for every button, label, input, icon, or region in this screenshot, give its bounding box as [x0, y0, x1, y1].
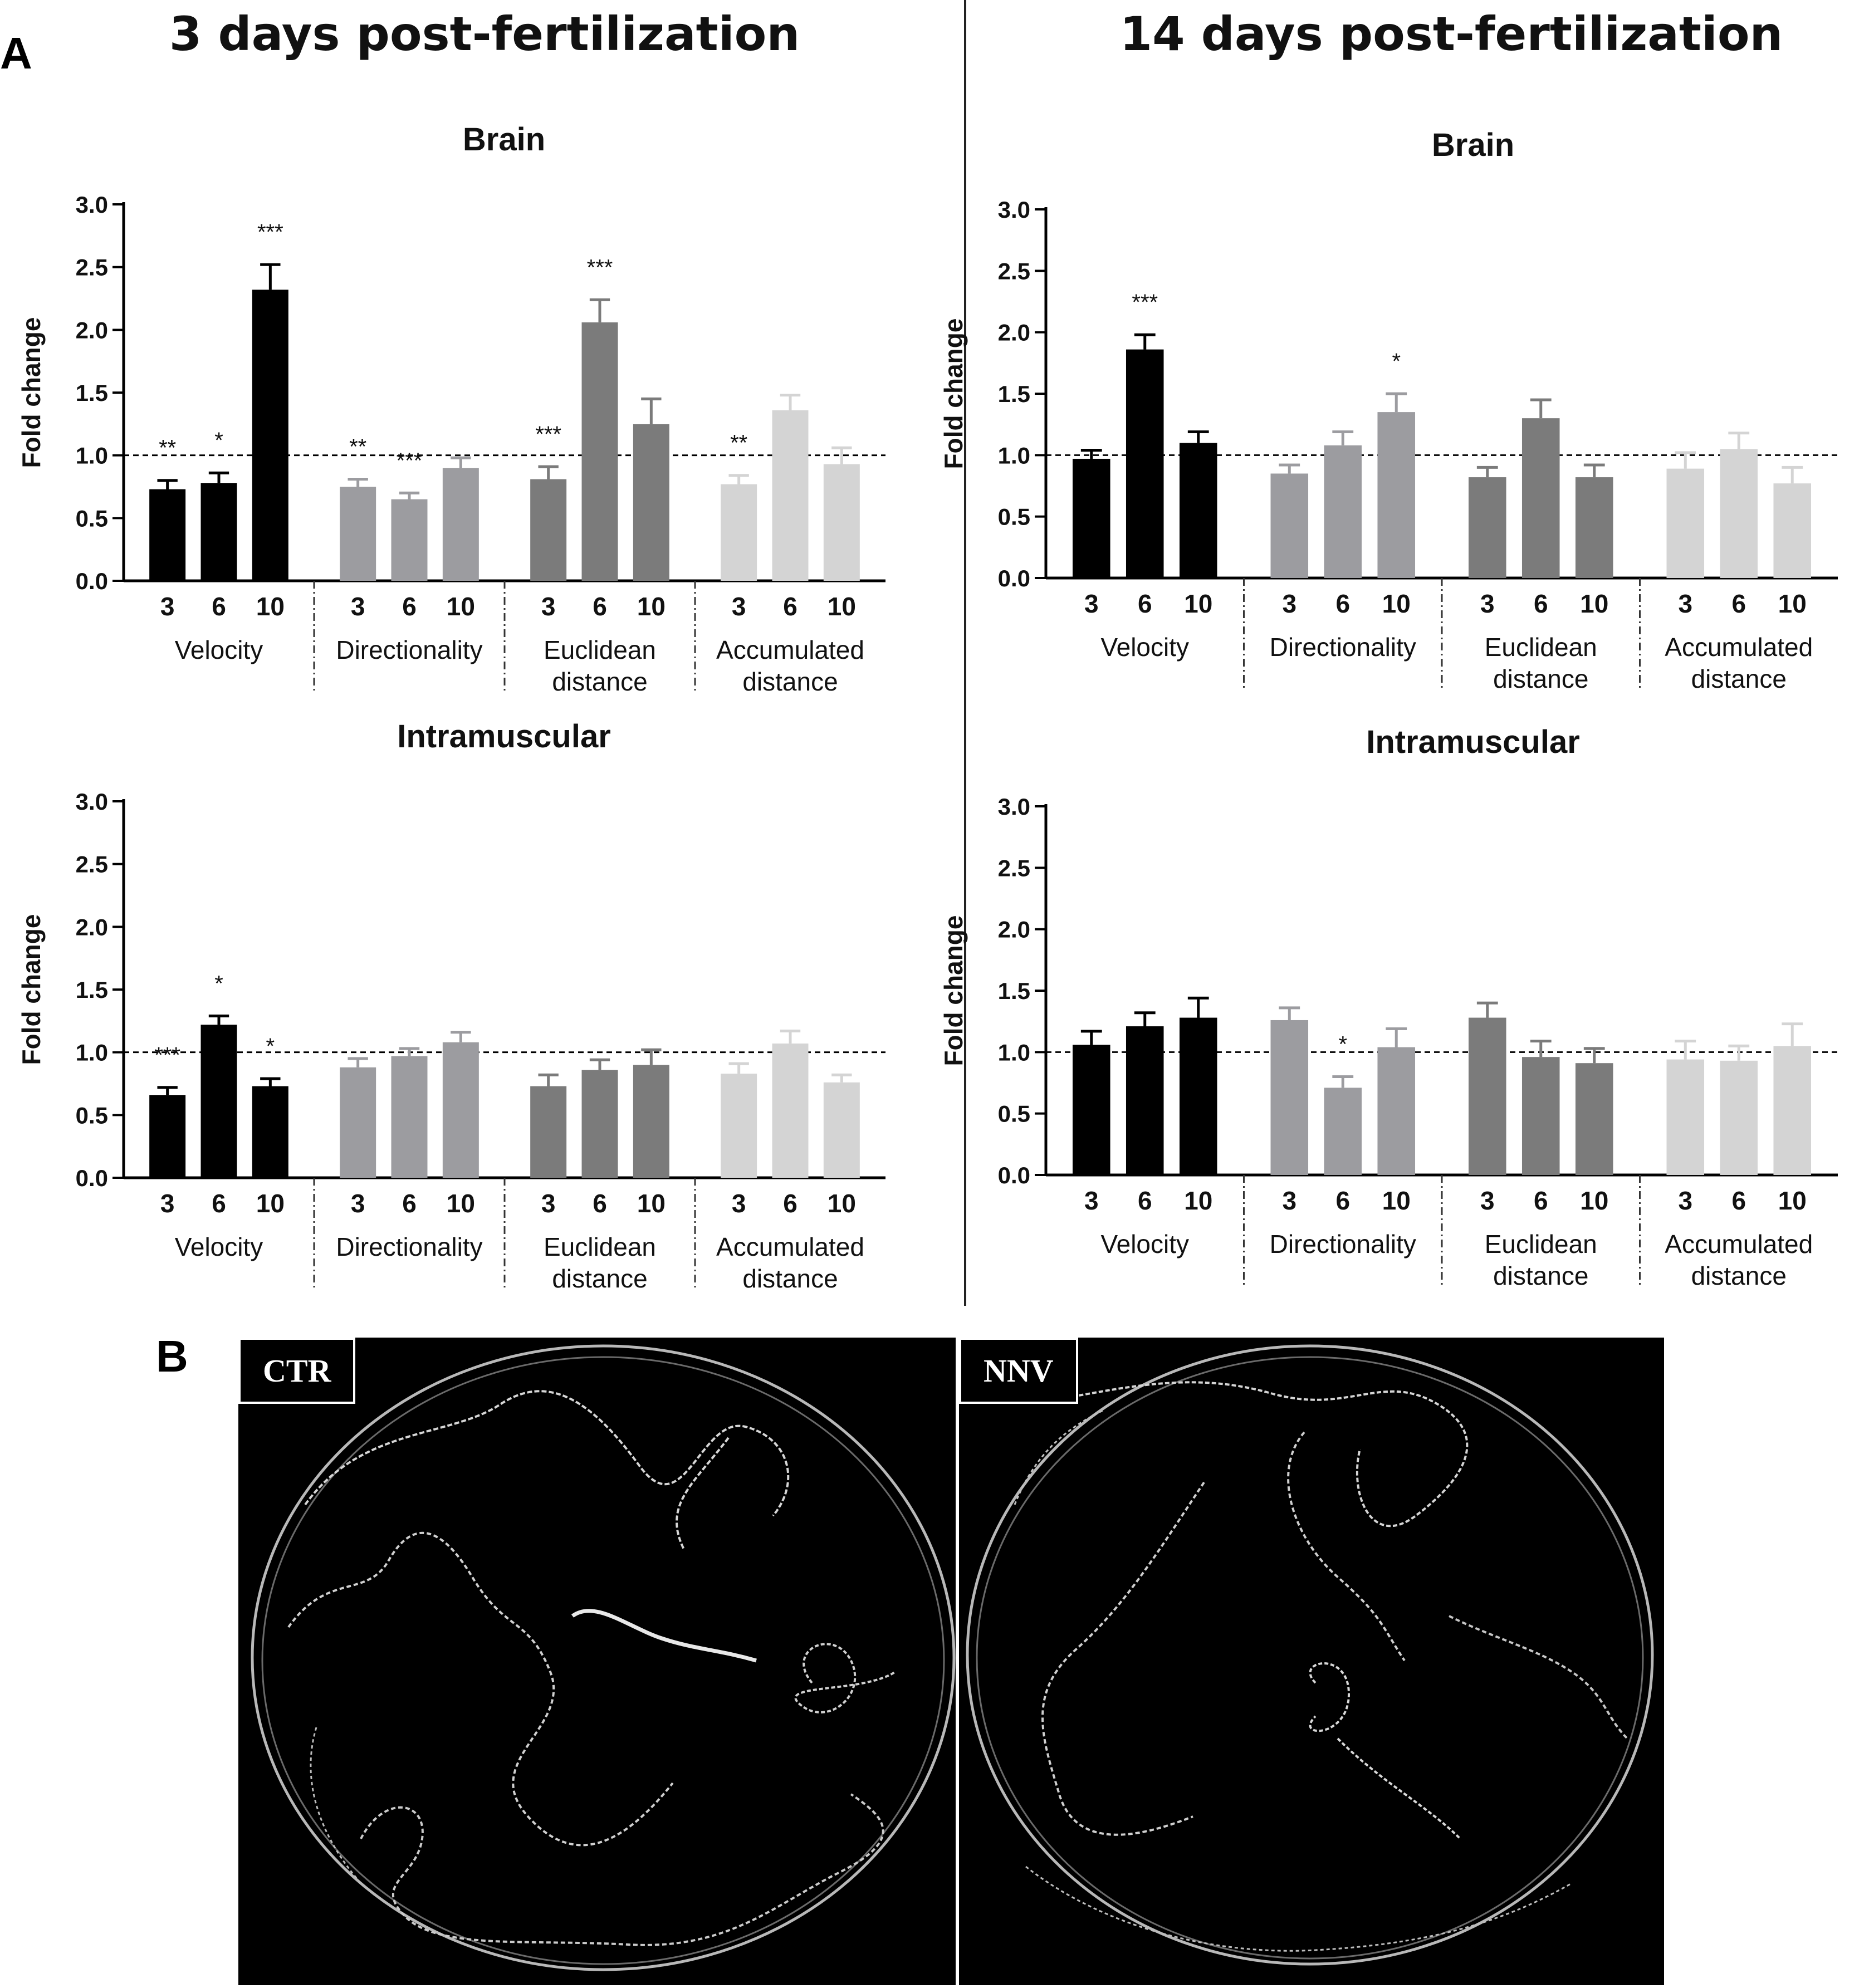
- x-tick-label: 3: [1678, 589, 1693, 618]
- x-tick-label: 10: [637, 592, 666, 621]
- x-tick-label: 10: [446, 1189, 475, 1218]
- x-tick-label: 3: [1282, 589, 1297, 618]
- x-tick-label: 6: [593, 1189, 607, 1218]
- y-axis-label: Fold change: [17, 317, 46, 468]
- x-tick-label: 6: [1533, 589, 1548, 618]
- y-tick-label: 3.0: [75, 192, 108, 218]
- y-tick-label: 0.0: [75, 1165, 108, 1191]
- bar: [633, 424, 669, 581]
- y-tick-label: 0.5: [75, 1102, 108, 1129]
- x-tick-label: 6: [1335, 589, 1351, 618]
- y-tick-label: 2.0: [75, 317, 108, 344]
- x-tick-label: 10: [256, 1189, 285, 1218]
- x-tick-label: 3: [1084, 1186, 1099, 1215]
- x-tick-label: 10: [1184, 589, 1213, 618]
- y-tick-label: 2.5: [997, 258, 1030, 285]
- group-label: Directionality: [336, 635, 483, 664]
- x-tick-label: 6: [402, 592, 417, 621]
- bar: [443, 468, 479, 581]
- ctr-label: CTR: [238, 1338, 355, 1404]
- chart-title: Intramuscular: [1366, 724, 1580, 760]
- x-tick-label: 6: [593, 592, 607, 621]
- y-axis-label: Fold change: [939, 318, 968, 469]
- bar: [392, 1056, 428, 1178]
- x-tick-label: 3: [1480, 589, 1495, 618]
- group-label: Accumulated: [716, 635, 864, 664]
- bar: [1126, 350, 1164, 578]
- bar: [1576, 1063, 1613, 1175]
- bar: [1773, 1046, 1811, 1175]
- group-label: Velocity: [174, 1232, 263, 1261]
- x-tick-label: 10: [1778, 1186, 1807, 1215]
- panel-b-label: B: [156, 1331, 188, 1381]
- column-title-3dpf: 3 days post-fertilization: [169, 7, 800, 61]
- x-tick-label: 10: [1382, 589, 1411, 618]
- y-tick-label: 1.0: [75, 442, 108, 469]
- y-tick-label: 0.0: [75, 568, 108, 594]
- chart-title: Brain: [462, 121, 546, 158]
- bar: [1666, 469, 1704, 578]
- x-tick-label: 3: [1084, 589, 1099, 618]
- x-tick-label: 3: [1282, 1186, 1297, 1215]
- bar: [582, 1070, 618, 1178]
- y-tick-label: 3.0: [997, 794, 1030, 820]
- y-tick-label: 0.0: [997, 565, 1030, 591]
- x-tick-label: 6: [1335, 1186, 1351, 1215]
- group-label: Directionality: [1269, 1230, 1416, 1259]
- bar: [1180, 443, 1217, 578]
- bar: [1469, 1018, 1506, 1175]
- y-axis-label: Fold change: [939, 915, 968, 1066]
- x-tick-label: 6: [212, 592, 226, 621]
- bar: [1126, 1026, 1164, 1175]
- ctr-tracking-photo: [238, 1338, 956, 1985]
- x-tick-label: 3: [350, 1189, 365, 1218]
- x-tick-label: 3: [160, 592, 175, 621]
- chart-title: Brain: [1431, 127, 1515, 163]
- x-tick-label: 10: [827, 592, 856, 621]
- x-tick-label: 3: [731, 1189, 746, 1218]
- x-tick-label: 10: [1580, 1186, 1609, 1215]
- y-tick-label: 1.5: [997, 978, 1030, 1004]
- group-label: Directionality: [1269, 633, 1416, 662]
- bar: [1324, 445, 1362, 578]
- y-tick-label: 0.5: [997, 503, 1030, 530]
- bar: [252, 290, 288, 581]
- significance-label: ***: [535, 422, 562, 447]
- group-label: distance: [742, 1264, 838, 1293]
- bar: [392, 500, 428, 581]
- x-tick-label: 3: [350, 592, 365, 621]
- group-label: distance: [1493, 664, 1589, 693]
- panel-a-label: A: [0, 28, 32, 78]
- bar: [1469, 477, 1506, 578]
- significance-label: ***: [154, 1042, 181, 1068]
- group-label: Accumulated: [1665, 1230, 1813, 1259]
- bar: [530, 1086, 566, 1178]
- significance-label: *: [266, 1034, 275, 1059]
- bar: [1720, 449, 1758, 578]
- x-tick-label: 10: [446, 592, 475, 621]
- significance-label: **: [159, 435, 177, 461]
- bar: [1377, 412, 1415, 578]
- y-tick-label: 1.0: [997, 442, 1030, 469]
- bar: [721, 484, 757, 581]
- y-axis-label: Fold change: [17, 914, 46, 1065]
- y-tick-label: 0.5: [75, 505, 108, 532]
- bar: [772, 410, 809, 581]
- y-tick-label: 1.5: [75, 977, 108, 1003]
- bar: [721, 1074, 757, 1178]
- significance-label: ***: [586, 255, 613, 280]
- bar: [1720, 1061, 1758, 1175]
- x-tick-label: 6: [783, 1189, 797, 1218]
- bar: [1180, 1018, 1217, 1175]
- bar: [633, 1065, 669, 1178]
- x-tick-label: 10: [1778, 589, 1807, 618]
- x-tick-label: 3: [160, 1189, 175, 1218]
- x-tick-label: 10: [637, 1189, 666, 1218]
- group-label: Euclidean: [1484, 633, 1597, 662]
- bar: [1773, 483, 1811, 578]
- bar: [1270, 1020, 1308, 1175]
- x-tick-label: 6: [1137, 1186, 1152, 1215]
- significance-label: ***: [1132, 290, 1158, 315]
- significance-label: ***: [257, 220, 283, 245]
- x-tick-label: 3: [731, 592, 746, 621]
- x-tick-label: 6: [1533, 1186, 1548, 1215]
- bar: [1522, 1057, 1560, 1175]
- x-tick-label: 10: [256, 592, 285, 621]
- x-tick-label: 6: [212, 1189, 226, 1218]
- bar: [201, 1025, 237, 1178]
- bar: [1522, 418, 1560, 578]
- bar: [582, 322, 618, 581]
- bar: [1576, 477, 1613, 578]
- x-tick-label: 6: [1731, 589, 1746, 618]
- group-label: distance: [742, 667, 838, 696]
- bar-chart-intramuscular-14dpf: [939, 719, 1853, 1310]
- significance-label: ***: [396, 448, 423, 473]
- y-tick-label: 1.0: [997, 1039, 1030, 1066]
- bar: [201, 483, 237, 581]
- bar: [1666, 1060, 1704, 1175]
- column-title-14dpf: 14 days post-fertilization: [1119, 7, 1783, 61]
- group-label: distance: [1691, 1261, 1787, 1290]
- bar: [149, 489, 185, 581]
- column-divider: [964, 0, 966, 1306]
- bar: [1377, 1047, 1415, 1175]
- nnv-trajectory-image: [959, 1338, 1664, 1985]
- x-tick-label: 10: [827, 1189, 856, 1218]
- significance-label: *: [214, 971, 223, 996]
- nnv-tracking-photo: [959, 1338, 1664, 1985]
- x-tick-label: 3: [1480, 1186, 1495, 1215]
- y-tick-label: 2.5: [75, 254, 108, 281]
- y-tick-label: 3.0: [75, 789, 108, 815]
- ctr-trajectory-image: [238, 1338, 956, 1985]
- bar-chart-brain-3dpf: [0, 117, 947, 713]
- y-tick-label: 3.0: [997, 197, 1030, 223]
- significance-label: **: [730, 430, 748, 456]
- x-tick-label: 3: [541, 592, 556, 621]
- y-tick-label: 2.0: [997, 319, 1030, 346]
- y-tick-label: 2.0: [75, 914, 108, 941]
- y-tick-label: 1.0: [75, 1039, 108, 1066]
- x-tick-label: 3: [541, 1189, 556, 1218]
- group-label: distance: [1691, 664, 1787, 693]
- significance-label: **: [349, 434, 367, 459]
- y-tick-label: 2.5: [997, 855, 1030, 882]
- y-tick-label: 0.0: [997, 1162, 1030, 1188]
- bar: [149, 1095, 185, 1178]
- y-tick-label: 2.0: [997, 916, 1030, 943]
- group-label: Euclidean: [1484, 1230, 1597, 1259]
- x-tick-label: 10: [1184, 1186, 1213, 1215]
- nnv-label: NNV: [959, 1338, 1078, 1404]
- significance-label: *: [214, 428, 223, 453]
- bar: [1270, 473, 1308, 578]
- group-label: Euclidean: [543, 1232, 657, 1261]
- group-label: Accumulated: [1665, 633, 1813, 662]
- group-label: Velocity: [1100, 633, 1190, 662]
- group-label: Velocity: [174, 635, 263, 664]
- bar: [1073, 1045, 1110, 1175]
- y-tick-label: 2.5: [75, 851, 108, 878]
- x-tick-label: 10: [1382, 1186, 1411, 1215]
- bar-chart-intramuscular-3dpf: [0, 714, 947, 1304]
- group-label: Accumulated: [716, 1232, 864, 1261]
- bar: [443, 1042, 479, 1178]
- y-tick-label: 1.5: [997, 381, 1030, 407]
- bar: [530, 479, 566, 581]
- significance-label: *: [1338, 1032, 1348, 1057]
- x-tick-label: 6: [1731, 1186, 1746, 1215]
- bar: [340, 487, 376, 581]
- group-label: Directionality: [336, 1232, 483, 1261]
- bar-chart-brain-14dpf: [939, 123, 1853, 718]
- group-label: distance: [1493, 1261, 1589, 1290]
- x-tick-label: 6: [402, 1189, 417, 1218]
- group-label: distance: [552, 667, 648, 696]
- y-tick-label: 1.5: [75, 380, 108, 406]
- significance-label: *: [1392, 349, 1401, 374]
- x-tick-label: 6: [1137, 589, 1152, 618]
- group-label: distance: [552, 1264, 648, 1293]
- y-tick-label: 0.5: [997, 1100, 1030, 1127]
- bar: [252, 1086, 288, 1178]
- chart-title: Intramuscular: [397, 718, 611, 755]
- bar: [824, 1083, 860, 1178]
- x-tick-label: 6: [783, 592, 797, 621]
- x-tick-label: 3: [1678, 1186, 1693, 1215]
- bar: [1324, 1088, 1362, 1175]
- x-tick-label: 10: [1580, 589, 1609, 618]
- bar: [340, 1068, 376, 1178]
- group-label: Velocity: [1100, 1230, 1190, 1259]
- bar: [824, 464, 860, 581]
- bar: [772, 1044, 809, 1178]
- bar: [1073, 459, 1110, 578]
- group-label: Euclidean: [543, 635, 657, 664]
